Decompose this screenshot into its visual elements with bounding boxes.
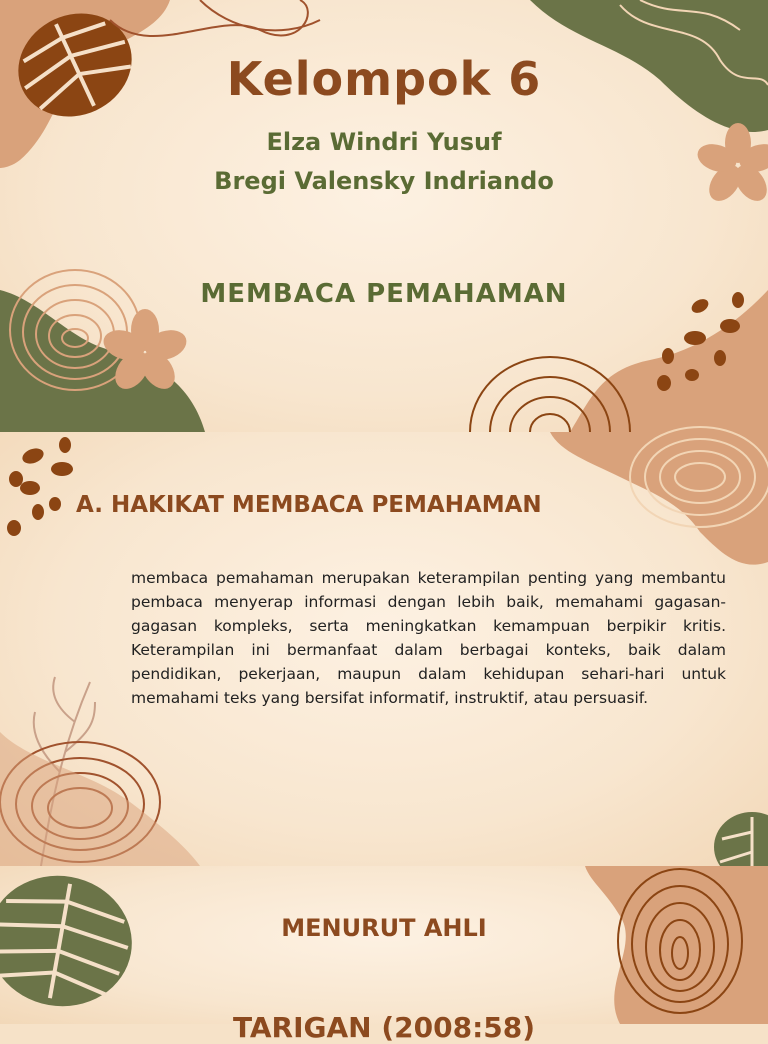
section-heading: A. HAKIKAT MEMBACA PEMAHAMAN [76, 492, 542, 518]
body-paragraph: membaca pemahaman merupakan keterampilan penting yang membantu pembaca menyerap informasi dengan lebih baik, memahami gagasan-gagasan kompleks, serta meningkatkan kemampuan berpikir kritis. Keterampilan ini bermanfaat dalam berbagai konteks, baik dalam pendidikan, pekerjaan, maupun dalam kehidupan sehari-hari untuk memahami teks yang bersifat informatif, instruktif, atau persuasif. [131, 569, 726, 707]
group-title: Kelompok 6 [226, 52, 542, 106]
next-heading: TARIGAN (2008:58) [232, 1011, 536, 1044]
tan-blob-right [585, 866, 768, 1024]
title-slide [0, 0, 768, 432]
hakikat-slide [0, 432, 768, 866]
ahli-slide [0, 866, 768, 1044]
member-name: Elza Windri Yusuf [266, 128, 502, 156]
tan-blob-bottom-left [0, 732, 200, 866]
ahli-slide-decoration [0, 866, 768, 1024]
topic-title: MEMBACA PEMAHAMAN [200, 279, 568, 309]
member-name: Bregi Valensky Indriando [214, 167, 554, 195]
olive-blob-bottom-left [0, 290, 205, 432]
expert-heading: MENURUT AHLI [281, 914, 487, 942]
seed-dots [7, 437, 73, 536]
